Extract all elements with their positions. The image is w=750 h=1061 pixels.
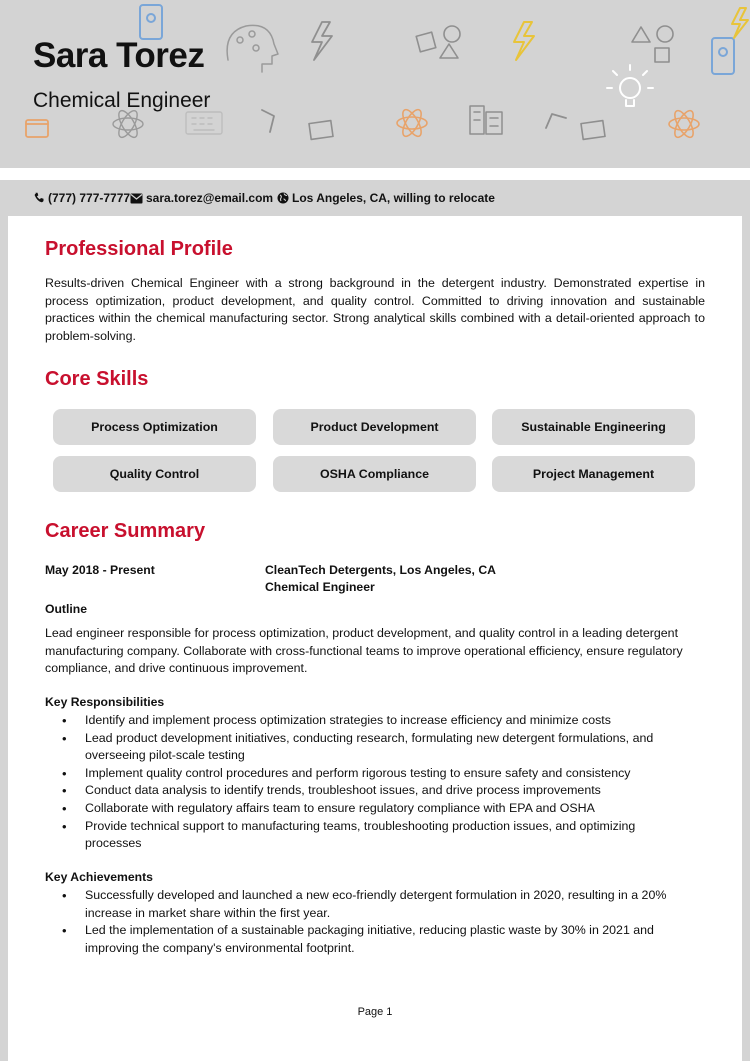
- keyboard-doodle-icon: [186, 112, 222, 134]
- envelope-icon: [130, 193, 143, 204]
- achievements-list: [45, 887, 695, 957]
- list-item: • Successfully developed and launched a new eco-friendly detergent formulation in 2020, resulting in a 20% increase in market share within the first year.: [45, 887, 695, 922]
- skill-chip: Process Optimization: [53, 409, 256, 445]
- skill-chip: OSHA Compliance: [273, 456, 476, 492]
- bolt-doodle-icon: [312, 22, 332, 60]
- skill-chip: Quality Control: [53, 456, 256, 492]
- location-text: Los Angeles, CA, willing to relocate: [292, 191, 495, 205]
- atom-doodle-icon: [397, 107, 427, 139]
- profile-heading: Professional Profile: [45, 238, 233, 260]
- globe-icon: [277, 192, 289, 204]
- list-item: • Lead product development initiatives, conducting research, formulating new detergent formulations, and overseeing pilot-scale testing: [45, 730, 695, 765]
- phone-doodle-icon: [712, 38, 734, 74]
- contact-location: [277, 191, 495, 205]
- bulb-doodle-icon: [607, 65, 653, 106]
- job-role: Chemical Engineer: [265, 580, 375, 594]
- profile-text: Results-driven Chemical Engineer with a strong background in the detergent industry. Demonstrated expertise in process optimization, product development, and quality control. Committed to driving innovation and sustainable practices within the chemical manufacturing sector. Strong analytical skills combined with a detail-oriented approach to problem-solving.: [45, 276, 705, 343]
- career-heading: Career Summary: [45, 520, 206, 542]
- contact-email: [130, 191, 273, 205]
- list-item: • Identify and implement process optimization strategies to increase efficiency and minimize costs: [45, 712, 695, 730]
- list-item: • Implement quality control procedures and perform rigorous testing to ensure safety and consistency: [45, 765, 695, 783]
- buildings-doodle-icon: [470, 106, 502, 134]
- achievements-label: Key Achievements: [45, 870, 153, 884]
- outline-label: Outline: [45, 602, 87, 616]
- list-item: • Led the implementation of a sustainable packaging initiative, reducing plastic waste by 30% in 2021 and improving the company's environmental footprint.: [45, 922, 695, 957]
- page-number: Page 1: [357, 1006, 393, 1018]
- job-company: CleanTech Detergents, Los Angeles, CA: [265, 563, 496, 577]
- skill-chip: Sustainable Engineering: [492, 409, 695, 445]
- list-item: • Conduct data analysis to identify trends, troubleshoot issues, and drive process improvements: [45, 782, 695, 800]
- phone-icon: [33, 192, 45, 204]
- responsibilities-label: Key Responsibilities: [45, 695, 165, 709]
- bolt-doodle-icon: [514, 22, 534, 60]
- folder-doodle-icon: [26, 120, 48, 137]
- skill-chip: Product Development: [273, 409, 476, 445]
- box-doodle-icon: [309, 121, 605, 140]
- list-item: • Collaborate with regulatory affairs team to ensure regulatory compliance with EPA and OSHA: [45, 800, 695, 818]
- contact-phone: [33, 191, 130, 205]
- resume-header: [0, 0, 750, 168]
- head-doodle-icon: [227, 25, 278, 72]
- phone-text: (777) 777-7777: [48, 191, 131, 205]
- header-divider: [0, 168, 750, 180]
- resume-page: [8, 216, 742, 1061]
- job-dates: May 2018 - Present: [45, 563, 155, 577]
- atom-doodle-icon: [669, 108, 699, 140]
- contact-bar: [0, 180, 750, 216]
- responsibilities-list: [45, 712, 695, 853]
- outline-text: Lead engineer responsible for process optimization, product development, and quality control in a leading detergent manufacturing company. Collaborate with cross-functional teams to improve operational efficiency, ensure regulatory compliance, and drive continuous improvement.: [45, 626, 683, 676]
- list-item: • Provide technical support to manufacturing teams, troubleshooting production issues, and optimizing processes: [45, 818, 695, 853]
- skills-heading: Core Skills: [45, 368, 149, 390]
- phone-doodle-icon: [140, 5, 162, 39]
- shapes-doodle-icon: [632, 26, 673, 62]
- candidate-name: Sara Torez: [33, 36, 205, 75]
- shapes-doodle-icon: [416, 26, 460, 58]
- decorative-doodles: [0, 0, 750, 168]
- bolt-doodle-icon: [732, 8, 748, 38]
- email-text[interactable]: sara.torez@email.com: [146, 191, 274, 205]
- candidate-title: Chemical Engineer: [33, 89, 211, 112]
- skill-chip: Project Management: [492, 456, 695, 492]
